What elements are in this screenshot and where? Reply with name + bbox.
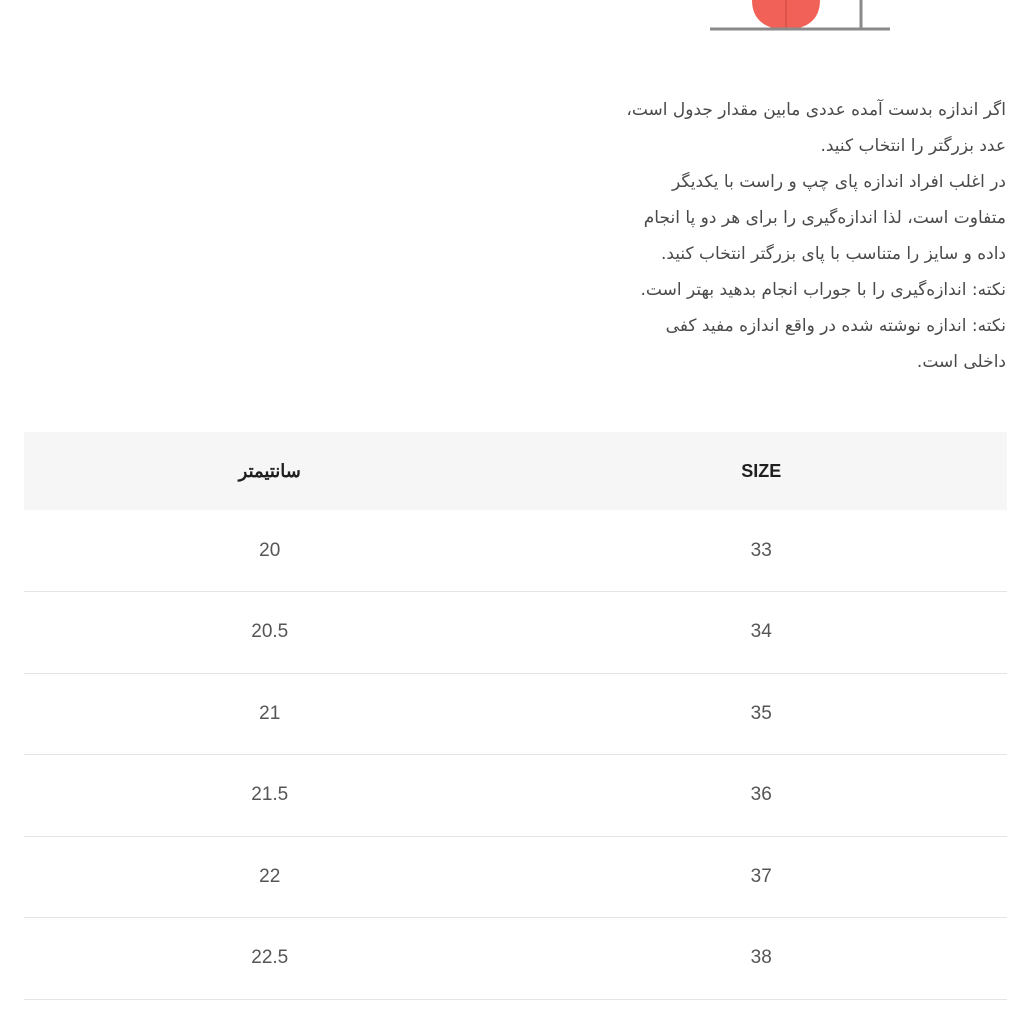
instruction-line: در اغلب افراد اندازه پای چپ و راست با یکدیگر xyxy=(671,172,1006,192)
instruction-line: داخلی است. xyxy=(916,352,1006,372)
cell-size: 34 xyxy=(750,621,772,643)
instruction-line: نکته: اندازه نوشته شده در واقع اندازه مفید کفی xyxy=(665,316,1006,336)
table-row xyxy=(24,673,1007,755)
table-row xyxy=(24,918,1007,1000)
cell-centimeter: 21 xyxy=(259,702,281,724)
instruction-line: متفاوت است، لذا اندازه‌گیری را برای هر دو پا انجام xyxy=(643,208,1006,228)
table-row xyxy=(24,592,1007,674)
table-row xyxy=(24,836,1007,918)
measurement-instructions xyxy=(586,92,1006,380)
cell-centimeter: 22.5 xyxy=(251,947,289,969)
table-header-row xyxy=(24,432,1007,510)
cell-centimeter: 22 xyxy=(259,865,281,887)
cell-size: 37 xyxy=(750,865,772,887)
header-centimeter: سانتیمتر xyxy=(238,460,301,481)
foot-measure-illustration xyxy=(700,0,900,40)
table-row xyxy=(24,755,1007,837)
cell-centimeter: 20 xyxy=(259,539,281,561)
cell-size: 35 xyxy=(750,702,772,724)
instruction-line: نکته: اندازه‌گیری را با جوراب انجام بدهید بهتر است. xyxy=(640,280,1006,300)
header-size: SIZE xyxy=(741,460,782,481)
cell-centimeter: 21.5 xyxy=(251,784,289,806)
cell-size: 33 xyxy=(750,539,772,561)
cell-size: 38 xyxy=(750,947,772,969)
instruction-line: داده و سایز را متناسب با پای بزرگتر انتخاب کنید. xyxy=(660,244,1006,264)
instruction-line: اگر اندازه بدست آمده عددی مابین مقدار جدول است، xyxy=(626,100,1006,120)
cell-size: 36 xyxy=(750,784,772,806)
cell-centimeter: 20.5 xyxy=(251,621,289,643)
size-chart-table xyxy=(24,432,1007,1000)
table-row xyxy=(24,510,1007,592)
instruction-line: عدد بزرگتر را انتخاب کنید. xyxy=(820,136,1006,156)
